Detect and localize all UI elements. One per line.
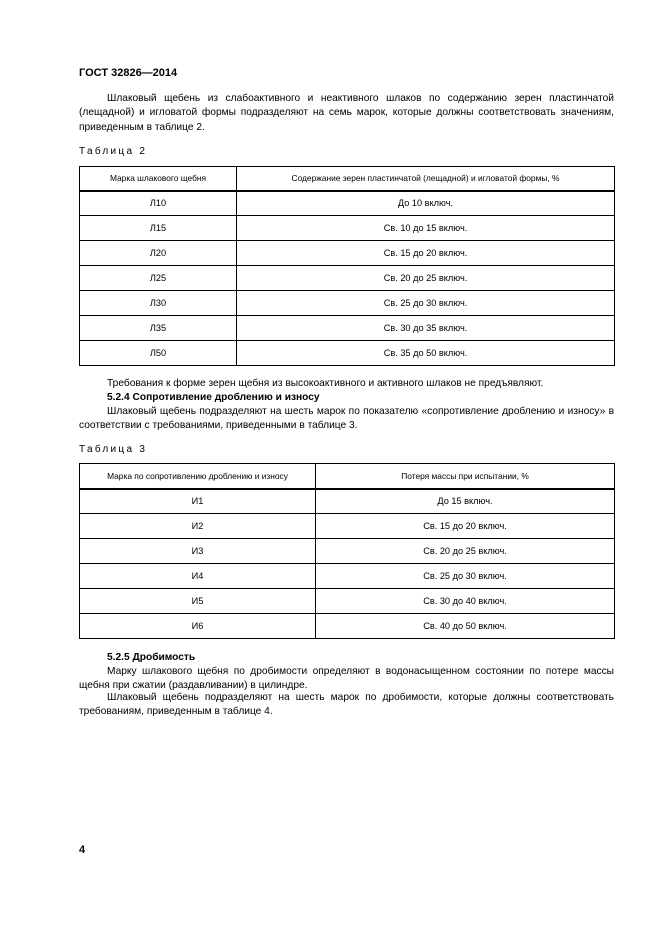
table2-mark-cell: Л35 [80, 316, 237, 341]
table3-value-cell: Св. 40 до 50 включ. [316, 614, 615, 639]
table2-row [80, 266, 615, 291]
section-525-title: 5.2.5 Дробимость [107, 652, 196, 663]
table2-value-cell: Св. 20 до 25 включ. [237, 266, 615, 291]
section-525-text1: Марку шлакового щебня по дробимости определяют в водонасыщенном состоянии по потере массы щебня при сжатии (раздавливании) в цилиндре. [79, 666, 614, 692]
page-number: 4 [79, 844, 86, 856]
table2-header-row [80, 167, 615, 191]
document-header: ГОСТ 32826—2014 [79, 67, 178, 79]
table3-row [80, 539, 615, 564]
section-524-title: 5.2.4 Сопротивление дроблению и износу [107, 392, 320, 403]
table2-row [80, 241, 615, 266]
table2-col2-header: Содержание зерен пластинчатой (лещадной) и игловатой формы, % [237, 167, 615, 191]
table2-row [80, 291, 615, 316]
table3-mark-cell: И1 [80, 489, 316, 514]
table2-value-cell: До 10 включ. [237, 191, 615, 216]
table3 [79, 463, 615, 639]
table2-row [80, 341, 615, 366]
table2-col1-header: Марка шлакового щебня [80, 167, 237, 191]
table2-caption: Таблица 2 [79, 146, 148, 157]
table3-value-cell: Св. 20 до 25 включ. [316, 539, 615, 564]
table3-value-cell: Св. 25 до 30 включ. [316, 564, 615, 589]
table2-mark-cell: Л50 [80, 341, 237, 366]
table3-caption: Таблица 3 [79, 444, 148, 455]
table3-row [80, 514, 615, 539]
section-525-text2: Шлаковый щебень подразделяют на шесть марок по дробимости, которые должны соответствовать требованиям, приведенным в таблице 4. [79, 692, 614, 718]
table2 [79, 166, 615, 366]
table3-row [80, 564, 615, 589]
intro-paragraph: Шлаковый щебень из слабоактивного и неактивного шлаков по содержанию зерен пластинчатой (лещадной) и игловатой формы подразделяют на семь марок, которые должны соответствовать значениям, приведенным в таблице 2. [79, 93, 614, 133]
table2-mark-cell: Л15 [80, 216, 237, 241]
table2-mark-cell: Л30 [80, 291, 237, 316]
table2-row [80, 316, 615, 341]
table2-value-cell: Св. 35 до 50 включ. [237, 341, 615, 366]
table2-mark-cell: Л25 [80, 266, 237, 291]
table2-value-cell: Св. 30 до 35 включ. [237, 316, 615, 341]
section-524-text: Шлаковый щебень подразделяют на шесть марок по показателю «сопротивление дроблению и износу» в соответствии с требованиями, приведенными в таблице 3. [79, 406, 614, 432]
table3-col1-header: Марка по сопротивлению дроблению и износу [80, 464, 316, 489]
table3-value-cell: Св. 15 до 20 включ. [316, 514, 615, 539]
table3-mark-cell: И5 [80, 589, 316, 614]
table2-row [80, 216, 615, 241]
table2-value-cell: Св. 10 до 15 включ. [237, 216, 615, 241]
table3-row [80, 589, 615, 614]
table2-mark-cell: Л10 [80, 191, 237, 216]
table3-col2-header: Потеря массы при испытании, % [316, 464, 615, 489]
table3-mark-cell: И3 [80, 539, 316, 564]
table3-value-cell: До 15 включ. [316, 489, 615, 514]
table3-mark-cell: И4 [80, 564, 316, 589]
table3-mark-cell: И6 [80, 614, 316, 639]
shape-requirement-paragraph: Требования к форме зерен щебня из высокоактивного и активного шлаков не предъявляют. [107, 378, 544, 389]
table3-value-cell: Св. 30 до 40 включ. [316, 589, 615, 614]
table3-header-row [80, 464, 615, 489]
table2-mark-cell: Л20 [80, 241, 237, 266]
table3-row [80, 614, 615, 639]
table2-value-cell: Св. 15 до 20 включ. [237, 241, 615, 266]
table3-row [80, 489, 615, 514]
table2-row [80, 191, 615, 216]
table3-mark-cell: И2 [80, 514, 316, 539]
table2-value-cell: Св. 25 до 30 включ. [237, 291, 615, 316]
